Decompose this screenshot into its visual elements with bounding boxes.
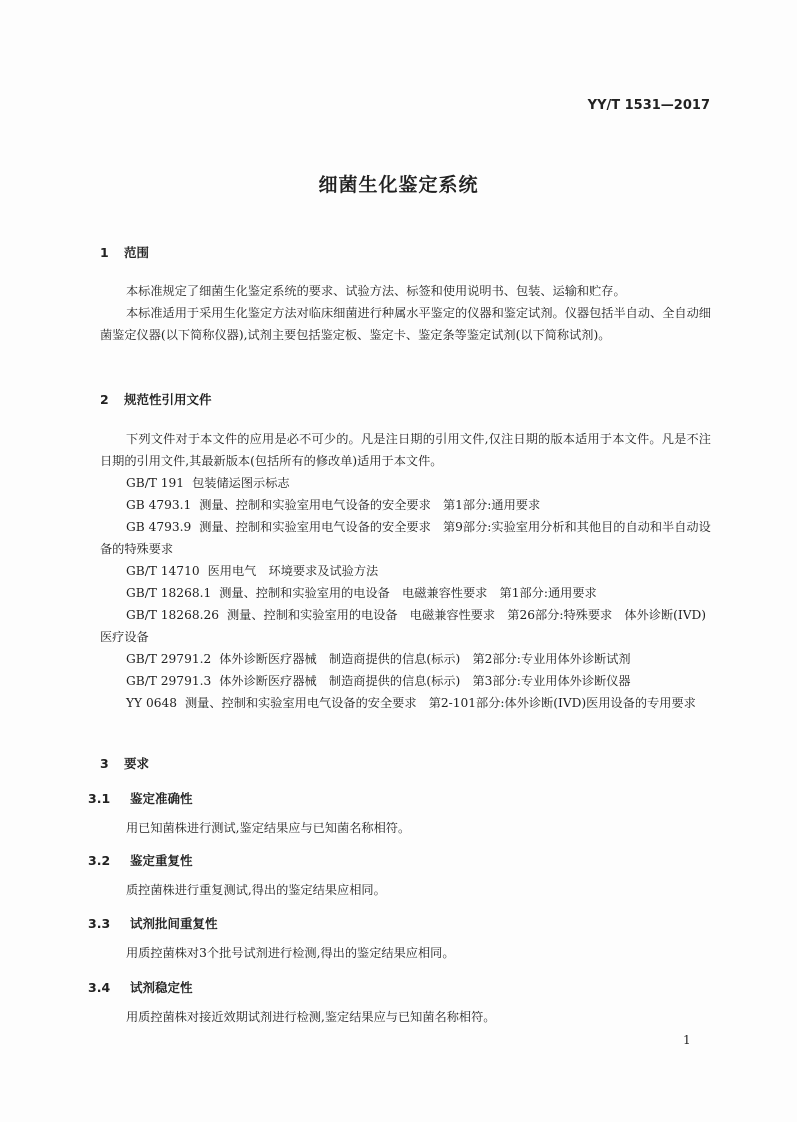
reference-title: 体外诊断医疗器械 制造商提供的信息(标示) 第2部分:专业用体外诊断试剂 [219, 652, 631, 666]
section-1-heading [100, 243, 149, 261]
reference-code: YY 0648 [126, 696, 177, 710]
section-number: 2 [100, 392, 109, 407]
subsection-heading [88, 914, 218, 932]
reference-item [100, 560, 711, 582]
reference-code: GB/T 14710 [126, 564, 200, 578]
reference-item [100, 692, 711, 714]
reference-item [100, 472, 711, 494]
paragraph: 用质控菌株对接近效期试剂进行检测,鉴定结果应与已知菌名称相符。 [126, 1010, 496, 1024]
reference-title: 测量、控制和实验室用的电设备 电磁兼容性要求 第26部分:特殊要求 体外诊断(IVD)医疗设备 [100, 608, 707, 644]
subsection-title: 鉴定重复性 [130, 853, 193, 868]
paragraph: 下列文件对于本文件的应用是必不可少的。凡是注日期的引用文件,仅注日期的版本适用于本文件。凡是不注日期的引用文件,其最新版本(包括所有的修改单)适用于本文件。 [100, 432, 711, 468]
section-number: 1 [100, 245, 109, 260]
subsection-number: 3.2 [88, 853, 111, 868]
section-number: 3 [100, 756, 109, 771]
reference-title: 体外诊断医疗器械 制造商提供的信息(标示) 第3部分:专业用体外诊断仪器 [219, 674, 631, 688]
section-title: 规范性引用文件 [124, 392, 212, 407]
reference-title: 测量、控制和实验室用电气设备的安全要求 第9部分:实验室用分析和其他目的自动和半自动设备的特殊要求 [100, 520, 711, 556]
reference-code: GB/T 18268.26 [126, 608, 219, 622]
reference-item [100, 648, 711, 670]
reference-code: GB 4793.1 [126, 498, 192, 512]
page-number: 1 [683, 1033, 691, 1047]
reference-code: GB/T 18268.1 [126, 586, 212, 600]
subsection-heading [88, 789, 193, 807]
subsection-title: 试剂批间重复性 [130, 916, 218, 931]
reference-title: 医用电气 环境要求及试验方法 [207, 564, 379, 578]
section-2-heading [100, 390, 212, 408]
section-title: 要求 [124, 756, 150, 771]
subsection-number: 3.1 [88, 791, 111, 806]
paragraph: 用质控菌株对3个批号试剂进行检测,得出的鉴定结果应相同。 [126, 946, 455, 960]
subsection-title: 鉴定准确性 [130, 791, 193, 806]
subsection-number: 3.4 [88, 980, 111, 995]
subsection-number: 3.3 [88, 916, 111, 931]
reference-code: GB 4793.9 [126, 520, 192, 534]
reference-code: GB/T 29791.2 [126, 652, 212, 666]
reference-title: 包装储运图示标志 [192, 476, 290, 490]
subsection-title: 试剂稳定性 [130, 980, 193, 995]
reference-item [100, 516, 711, 560]
reference-item [100, 582, 711, 604]
reference-title: 测量、控制和实验室用的电设备 电磁兼容性要求 第1部分:通用要求 [219, 586, 597, 600]
reference-code: GB/T 29791.3 [126, 674, 212, 688]
section-title: 范围 [124, 245, 150, 260]
document-title: 细菌生化鉴定系统 [318, 174, 479, 196]
section-3-heading [100, 754, 149, 772]
reference-title: 测量、控制和实验室用电气设备的安全要求 第2-101部分:体外诊断(IVD)医用设备的专用要求 [184, 696, 696, 710]
paragraph: 质控菌株进行重复测试,得出的鉴定结果应相同。 [126, 883, 386, 897]
paragraph: 本标准适用于采用生化鉴定方法对临床细菌进行种属水平鉴定的仪器和鉴定试剂。仪器包括半自动、全自动细菌鉴定仪器(以下简称仪器),试剂主要包括鉴定板、鉴定卡、鉴定条等鉴定试剂(以下简称试剂)。 [100, 306, 711, 342]
standard-code: YY/T 1531—2017 [587, 98, 710, 113]
reference-item [100, 670, 711, 692]
reference-code: GB/T 191 [126, 476, 185, 490]
paragraph: 本标准规定了细菌生化鉴定系统的要求、试验方法、标签和使用说明书、包装、运输和贮存。 [126, 284, 626, 298]
subsection-heading [88, 851, 193, 869]
reference-item [100, 604, 711, 648]
paragraph: 用已知菌株进行测试,鉴定结果应与已知菌名称相符。 [126, 821, 411, 835]
reference-title: 测量、控制和实验室用电气设备的安全要求 第1部分:通用要求 [199, 498, 541, 512]
subsection-heading [88, 978, 193, 996]
reference-item [100, 494, 711, 516]
